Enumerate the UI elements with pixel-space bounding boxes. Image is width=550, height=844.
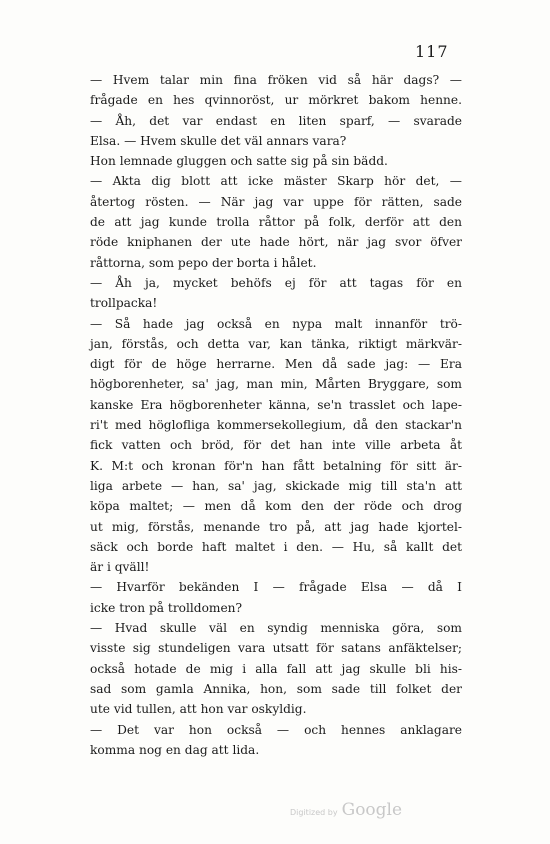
text-line: — Åh, det var endast en liten sparf, — svarade <box>90 113 462 128</box>
text-line: Hon lemnade gluggen och satte sig på sin bädd. <box>90 154 388 169</box>
text-line: är i qväll! <box>90 560 150 575</box>
text-line: trollpacka! <box>90 296 158 311</box>
text-line: ute vid tullen, att hon var oskyldig. <box>90 702 307 717</box>
text-line: — Så hade jag också en nypa malt innanför trö- <box>90 316 462 331</box>
text-line: — Hvarför bekänden I — frågade Elsa — då I <box>90 580 462 595</box>
google-logo: Google <box>341 800 403 820</box>
text-line: liga arbete — han, sa' jag, skickade mig till sta'n att <box>90 478 462 493</box>
text-line: icke tron på trolldomen? <box>90 600 243 615</box>
text-line: säck och borde haft maltet i den. — Hu, så kallt det <box>90 539 462 554</box>
text-line: också hotade de mig i alla fall att jag skulle bli his- <box>90 661 462 676</box>
text-line: komma nog en dag att lida. <box>90 742 260 757</box>
text-line: de att jag kunde trolla råttor på folk, derför att den <box>90 215 462 230</box>
text-line: kanske Era högborenheter känna, se'n trasslet och lape- <box>90 397 462 412</box>
text-line: — Det var hon också — och hennes anklagare <box>90 722 462 737</box>
page-number: 117 <box>415 42 449 61</box>
text-line: frågade en hes qvinnoröst, ur mörkret bakom henne. <box>90 93 462 108</box>
text-line: — Akta dig blott att icke mäster Skarp hör det, — <box>90 174 462 189</box>
text-line: — Åh ja, mycket behöfs ej för att tagas för en <box>90 275 462 290</box>
text-line: fick vatten och bröd, för det han inte ville arbeta åt <box>90 438 462 453</box>
text-line: ut mig, förstås, menande tro på, att jag hade kjortel- <box>90 519 462 534</box>
text-line: Elsa. — Hvem skulle det väl annars vara? <box>90 133 347 148</box>
text-line: — Hvem talar min fina fröken vid så här dags? — <box>90 73 462 87</box>
text-line: återtog rösten. — När jag var uppe för rätten, sade <box>90 194 462 209</box>
text-line: jan, förstås, och detta var, kan tänka, riktigt märkvär- <box>90 336 462 351</box>
text-line: köpa maltet; — men då kom den der röde och drog <box>90 499 462 514</box>
text-line: högborenheter, sa' jag, man min, Mårten Bryggare, som <box>90 377 462 392</box>
body-text <box>90 70 462 760</box>
text-line: digt för de höge herrarne. Men då sade jag: — Era <box>90 357 462 372</box>
text-line: ri't med höglofliga kommersekollegium, då den stackar'n <box>90 418 462 433</box>
text-line: visste sig stundeligen vara utsatt för satans anfäktelser; <box>90 641 462 656</box>
text-line: röde kniphanen der ute hade hört, när jag svor öfver <box>90 235 462 250</box>
text-line: råttorna, som pepo der borta i hålet. <box>90 255 317 270</box>
text-line: — Hvad skulle väl en syndig menniska göra, som <box>90 621 462 636</box>
text-line: K. M:t och kronan för'n han fått betalning för sitt är- <box>90 458 462 473</box>
text-line: sad som gamla Annika, hon, som sade till folket der <box>90 681 462 696</box>
watermark-prefix: Digitized by <box>290 808 338 817</box>
digitized-watermark <box>290 800 402 820</box>
